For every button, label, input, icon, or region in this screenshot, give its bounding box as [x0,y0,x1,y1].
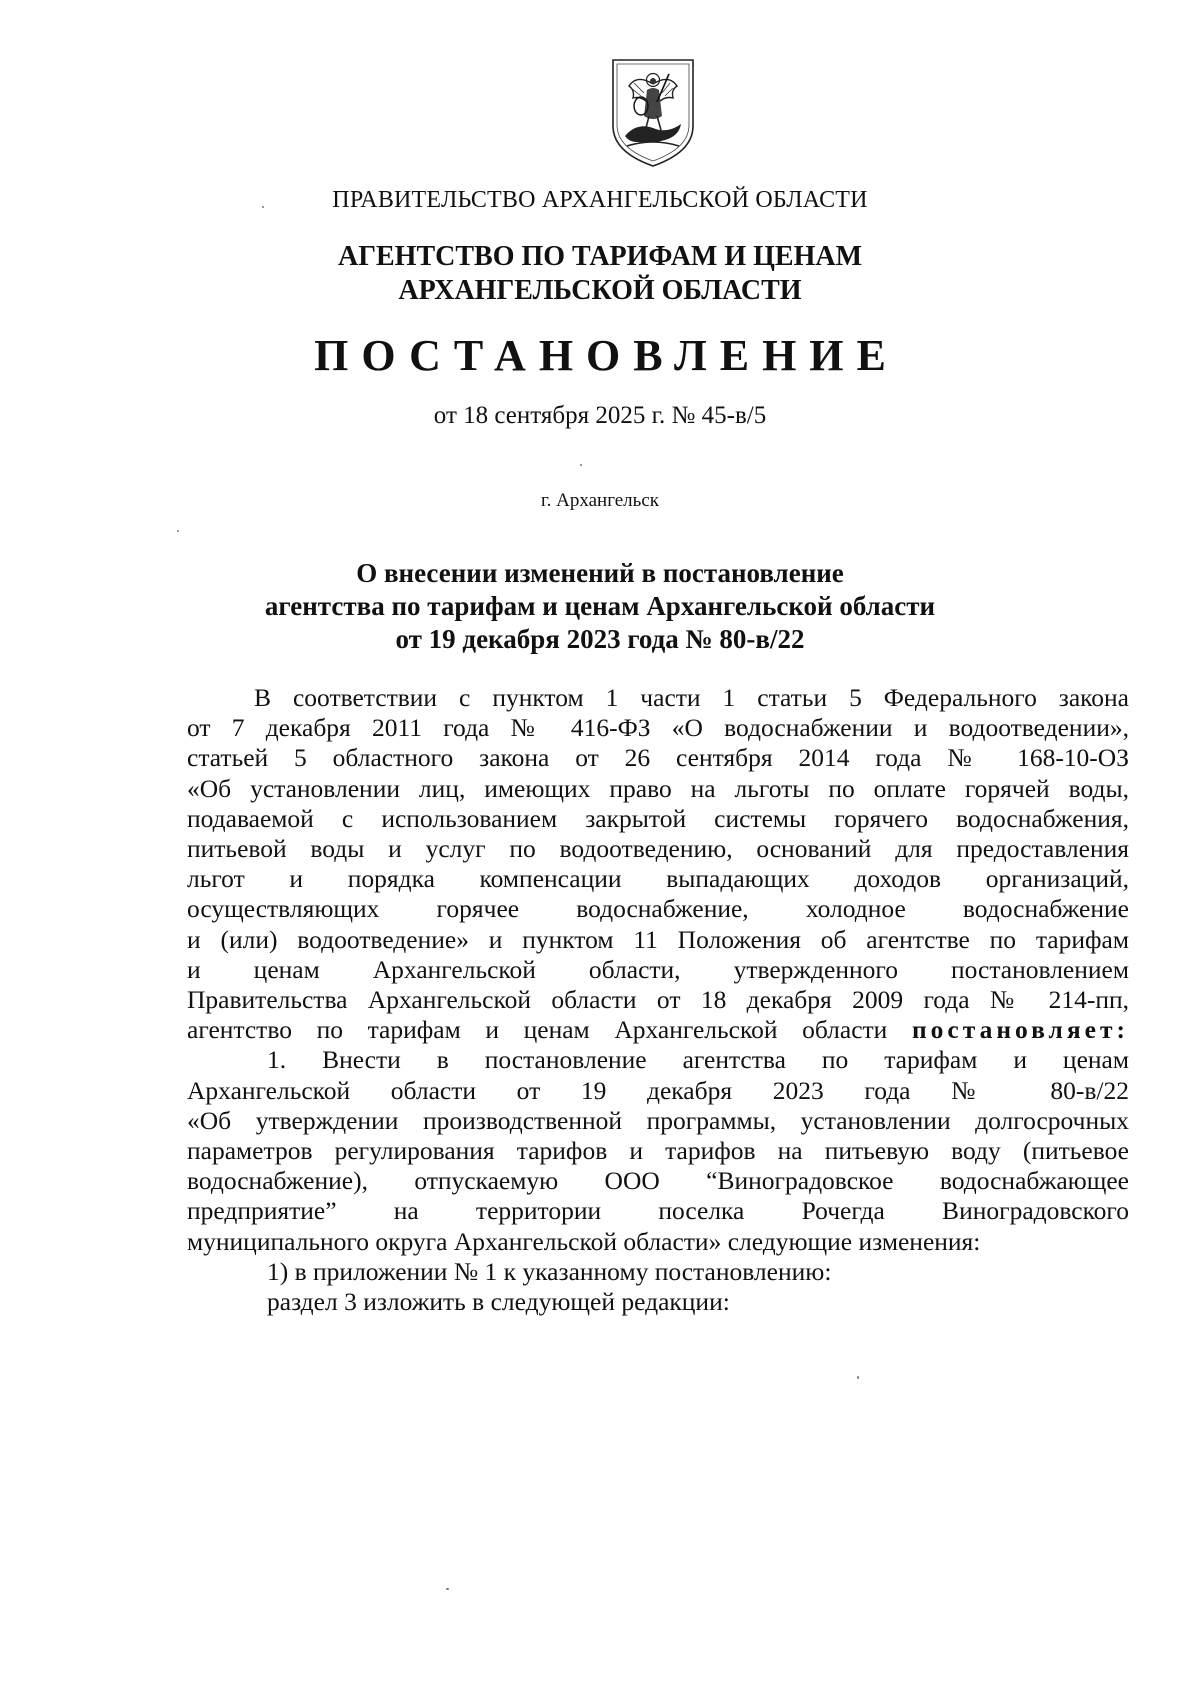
body-line: предприятие” на территории поселка Рочегда Виноградовского [187,1196,1129,1226]
item-1: 1) в приложении № 1 к указанному постановлению: [267,1256,832,1286]
document-body [187,683,1129,1317]
body-line: «Об установлении лиц, имеющих право на льготы по оплате горячей воды, [187,773,1129,803]
agency-title [0,240,1200,308]
body-line: и (или) водоотведение» и пунктом 11 Положения об агентстве по тарифам [187,924,1129,954]
body-line-text: агентство по тарифам и ценам Архангельской области [187,1015,912,1045]
body-line: осуществляющих горячее водоснабжение, холодное водоснабжение [187,894,1129,924]
scan-speck [580,464,582,466]
scan-speck [177,530,179,532]
body-line: льгот и порядка компенсации выпадающих доходов организаций, [187,864,1129,894]
scan-speck [446,1588,449,1590]
agency-title-line-1: АГЕНТСТВО ПО ТАРИФАМ И ЦЕНАМ [337,241,863,272]
body-line: Архангельской области от 19 декабря 2023 года № 80-в/22 [187,1075,1129,1105]
body-line: и ценам Архангельской области, утвержденного постановлением [187,954,1129,984]
body-line: параметров регулирования тарифов и тарифов на питьевую воду (питьевое [187,1136,1129,1166]
document-subject [0,557,1200,656]
subject-line-1: О внесении изменений в постановление [356,558,844,588]
agency-title-line-2: АРХАНГЕЛЬСКОЙ ОБЛАСТИ [398,275,802,306]
body-line: питьевой воды и услуг по водоотведению, оснований для предоставления [187,834,1129,864]
body-line: от 7 декабря 2011 года № 416-ФЗ «О водоснабжении и водоотведении», [187,713,1129,743]
coat-of-arms-emblem [607,56,699,168]
body-line: водоснабжение), отпускаемую ООО “Виноградовское водоснабжающее [187,1166,1129,1196]
scan-speck [857,1376,859,1379]
item-1-sub: раздел 3 изложить в следующей редакции: [267,1287,730,1317]
body-line: муниципального округа Архангельской области» следующие изменения: [187,1226,981,1256]
document-type-heading: ПОСТАНОВЛЕНИЕ [314,331,899,380]
decree-word: постановляет: [911,1015,1129,1045]
subject-line-3: от 19 декабря 2023 года № 80-в/22 [395,624,805,654]
body-line: «Об утверждении производственной программы, установлении долгосрочных [187,1105,1129,1135]
body-line: В соответствии с пунктом 1 части 1 статьи 5 Федерального закона [254,683,1129,712]
document-date-number: от 18 сентября 2025 г. № 45-в/5 [433,402,767,429]
body-line: подаваемой с использованием закрытой системы горячего водоснабжения, [187,803,1129,833]
scan-speck [262,206,264,208]
body-line: Правительства Архангельской области от 18 декабря 2009 года № 214-пп, [187,985,1129,1015]
body-line-decree [187,1015,1129,1045]
document-city: г. Архангельск [540,490,659,511]
subject-line-2: агентства по тарифам и ценам Архангельской области [264,591,936,621]
government-title: ПРАВИТЕЛЬСТВО АРХАНГЕЛЬСКОЙ ОБЛАСТИ [332,187,868,213]
body-line: статьей 5 областного закона от 26 сентября 2014 года № 168-10-ОЗ [187,743,1129,773]
body-line: 1. Внести в постановление агентства по тарифам и ценам [267,1045,1129,1075]
